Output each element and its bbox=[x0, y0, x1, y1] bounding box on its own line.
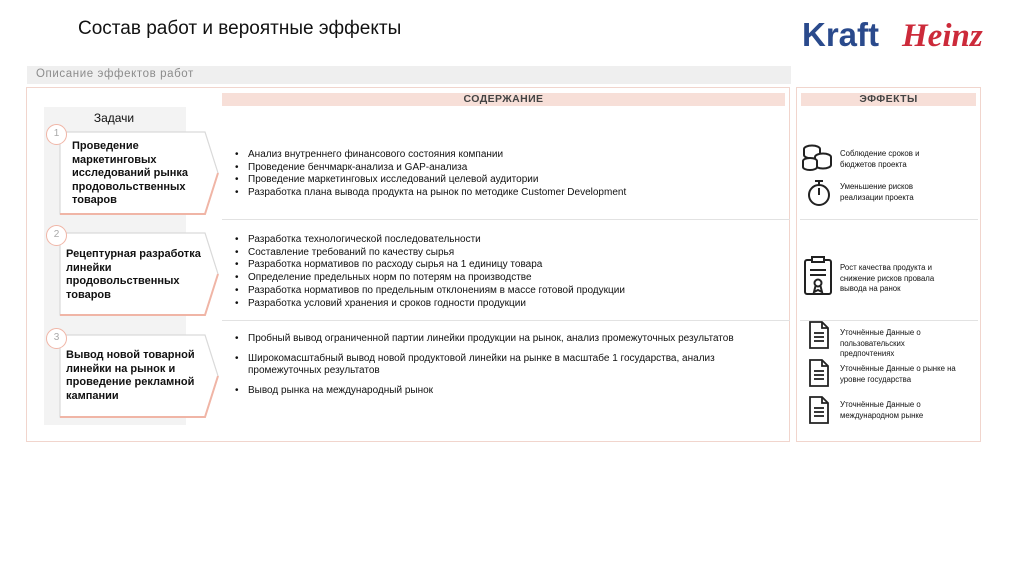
document-icon bbox=[808, 320, 830, 350]
content-bullet: • Широкомасштабный вывод новой продуктовой линейки на рынке в масштабе 1 государства, анализ промежуточных результатов bbox=[226, 353, 776, 378]
row-separator bbox=[800, 219, 978, 220]
task-label: Рецептурная разработка линейки продовольственных товаров bbox=[66, 248, 201, 301]
effect-text: Рост качества продукта и снижение рисков провала вывода на ранок bbox=[840, 263, 935, 293]
document-icon bbox=[808, 395, 830, 425]
coins-icon bbox=[801, 143, 835, 173]
kraft-heinz-logo bbox=[800, 14, 1010, 54]
row-separator bbox=[222, 219, 790, 220]
effects-header: ЭФФЕКТЫ bbox=[801, 93, 976, 106]
content-bullet: • Анализ внутреннего финансового состояния компании bbox=[226, 149, 786, 162]
task-label: Проведение маркетинговых исследований рынка продовольственных товаров bbox=[72, 140, 188, 206]
task-label: Вывод новой товарной линейки на рынок и проведение рекламной кампании bbox=[66, 349, 195, 402]
effect-text: Соблюдение сроков и бюджетов проекта bbox=[840, 149, 920, 169]
effect-text: Уменьшение рисков реализации проекта bbox=[840, 182, 914, 202]
certificate-icon bbox=[803, 256, 833, 296]
task-number: 2 bbox=[46, 225, 67, 246]
content-bullet: • Проведение маркетинговых исследований целевой аудитории bbox=[226, 174, 786, 187]
effect-text: Уточнённые Данные о пользовательских предпочтениях bbox=[840, 328, 921, 358]
task-number: 1 bbox=[46, 124, 67, 145]
content-bullet: • Разработка условий хранения и сроков годности продукции bbox=[226, 298, 786, 311]
document-icon bbox=[808, 358, 830, 388]
content-bullet: • Пробный вывод ограниченной партии линейки продукции на рынок, анализ промежуточных результатов bbox=[226, 333, 776, 346]
content-group-3 bbox=[226, 333, 776, 398]
content-bullet: • Разработка нормативов по расходу сырья на 1 единицу товара bbox=[226, 259, 786, 272]
content-bullet: • Проведение бенчмарк-анализа и GAP-анализа bbox=[226, 162, 786, 175]
section-subtitle-band bbox=[27, 66, 791, 84]
content-bullet: • Вывод рынка на международный рынок bbox=[226, 385, 776, 398]
content-bullet: • Разработка нормативов по предельным отклонениям в массе готовой продукции bbox=[226, 285, 786, 298]
effect-text: Уточнённые Данные о международном рынке bbox=[840, 400, 924, 420]
logo-kraft-text: Kraft bbox=[802, 16, 880, 53]
section-subtitle: Описание эффектов работ bbox=[36, 68, 194, 80]
row-separator bbox=[222, 320, 790, 321]
content-bullet: • Разработка технологической последовательности bbox=[226, 234, 786, 247]
tasks-title: Задачи bbox=[93, 111, 135, 125]
content-bullet: • Определение предельных норм по потерям на производстве bbox=[226, 272, 786, 285]
content-header: СОДЕРЖАНИЕ bbox=[222, 93, 785, 106]
content-group-2 bbox=[226, 234, 786, 310]
page-title: Состав работ и вероятные эффекты bbox=[78, 18, 402, 39]
content-bullet: • Разработка плана вывода продукта на рынок по методике Customer Development bbox=[226, 187, 786, 200]
content-group-1 bbox=[226, 149, 786, 200]
effect-text: Уточнённые Данные о рынке на уровне государства bbox=[840, 364, 956, 384]
logo-heinz-text: Heinz bbox=[902, 18, 983, 54]
task-number: 3 bbox=[46, 328, 67, 349]
stopwatch-icon bbox=[806, 178, 832, 208]
content-bullet: • Составление требований по качеству сырья bbox=[226, 247, 786, 260]
